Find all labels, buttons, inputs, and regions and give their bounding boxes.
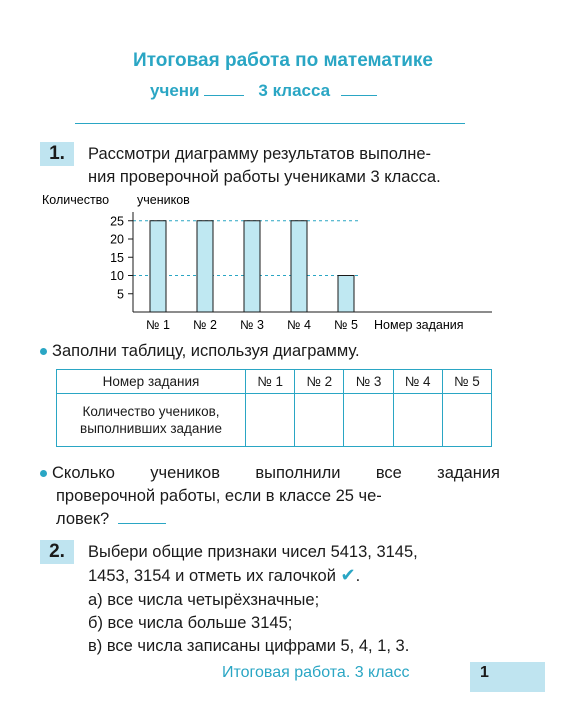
table-header-cell: № 2 [295,370,344,394]
chart-xtick-label: № 3 [240,318,264,332]
chart-ytick-label: 15 [110,250,124,265]
table-header-label: Номер задания [57,370,246,394]
chart-xtick-label: № 1 [146,318,170,332]
checkmark-icon: ✔ [340,565,356,585]
chart-ytick-label: 25 [110,214,124,229]
table-row [57,370,492,394]
chart-xtick-label: № 2 [193,318,217,332]
table-header-cell: № 1 [246,370,295,394]
table-row-label-line1: Количество учеников, [82,404,220,420]
table-row-label [57,394,246,447]
answer-cell[interactable] [295,394,344,447]
task1-bullet1-text: Заполни таблицу, используя диаграмму. [52,342,360,360]
chart-bar [291,221,307,312]
answer-cell[interactable] [344,394,393,447]
bar-chart [0,0,566,340]
answer-cell[interactable] [442,394,491,447]
footer-text: Итоговая работа. 3 класс [222,664,410,681]
answer-cell[interactable] [393,394,442,447]
table-header-cell: № 3 [344,370,393,394]
chart-xtick-label: № 4 [287,318,311,332]
page-title: Итоговая работа по математике [133,50,433,71]
chart-ytick-label: 5 [117,287,124,302]
student-label: учени [150,81,200,100]
chart-bar [338,276,354,313]
task1-bullet2 [40,462,500,531]
table-row-label-line2: выполнивших задание [80,421,222,437]
task2-text [88,541,498,658]
answer-cell[interactable] [246,394,295,447]
task2-option-c[interactable]: в) все числа записаны цифрами 5, 4, 1, 3. [88,637,410,655]
table-header-cell: № 4 [393,370,442,394]
chart-bar [244,221,260,312]
task1-text-line2: ния проверочной работы учениками 3 класса. [88,168,441,186]
task2-option-a[interactable]: а) все числа четырёхзначные; [88,591,320,609]
chart-bar [197,221,213,312]
page-number: 1 [480,664,489,681]
answer-blank[interactable] [118,523,166,524]
task1-bullet2-line3: ловек? [56,510,110,528]
chart-ylabel-left: Количество [42,193,110,207]
task2-text-line1: Выбери общие признаки чисел 5413, 3145, [88,543,418,561]
task1-bullet2-line2: проверочной работы, если в классе 25 че- [56,487,382,505]
class-label: 3 класса [258,81,331,100]
bullet-icon [40,348,47,355]
task2-check-suffix: . [355,567,361,585]
chart-ytick-label: 20 [110,232,124,247]
task2-number: 2. [40,540,74,564]
bullet-icon [40,470,47,477]
task2-option-b[interactable]: б) все числа больше 3145; [88,614,293,632]
task1-bullet2-line1: Сколько учеников выполнили все задания [52,464,500,482]
chart-ylabel-right: учеников [137,193,190,207]
task2-text-line2: 1453, 3154 и отметь их галочкой [88,567,336,585]
chart-xtick-label: № 5 [334,318,358,332]
task1-bullet1 [40,340,360,363]
chart-bar [150,221,166,312]
task1-number: 1. [40,142,74,166]
answer-table [56,369,492,447]
task1-text-line1: Рассмотри диаграмму результатов выполне- [88,145,431,163]
table-header-cell: № 5 [442,370,491,394]
chart-ytick-label: 10 [110,269,124,283]
chart-xlabel: Номер задания [374,318,464,332]
table-row [57,394,492,447]
